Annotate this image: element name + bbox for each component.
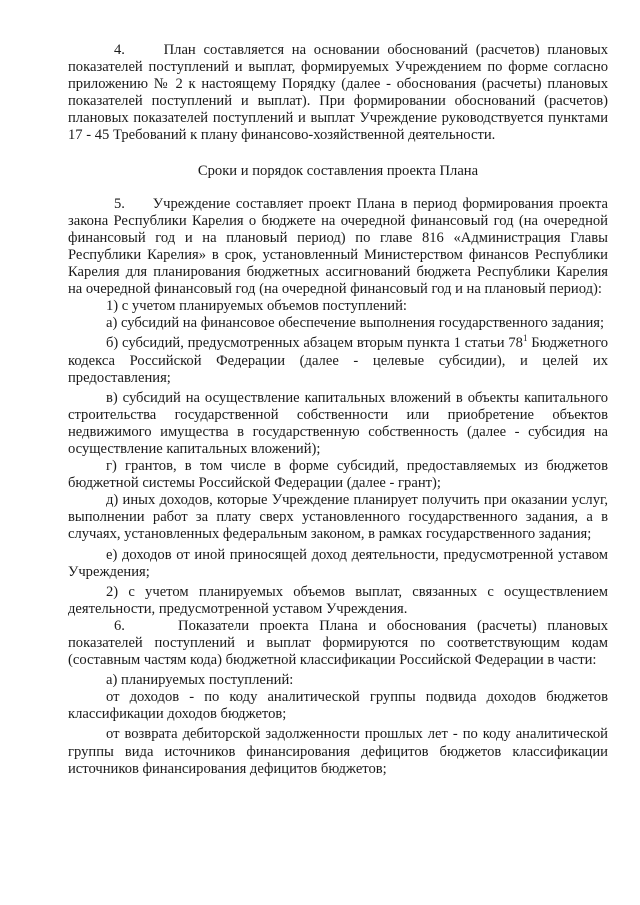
paragraph-6: 6. Показатели проекта Плана и обоснования (расчеты) плановых показателей поступлений и выплат формируются по соответствующим кодам (составным частям кода) бюджетной классификации Российской Федерации в части: — [68, 617, 608, 669]
paragraph-5-item-b — [68, 335, 608, 386]
item-b-superscript: 1 — [522, 333, 528, 344]
paragraph-6-item-a: а) планируемых поступлений: — [106, 672, 294, 689]
paragraph-6-item-a-income: от доходов - по коду аналитической группы подвида доходов бюджетов классификации доходов бюджетов; — [68, 689, 608, 723]
paragraph-4: 4. План составляется на основании обоснований (расчетов) плановых показателей поступлений и выплат, формируемых Учреждением по форме согласно приложению № 2 к настоящему Порядку (далее - обоснования (расчеты) плановых показателей поступлений и выплат). При формировании обоснований (расчетов) плановых показателей поступлений и выплат Учреждение руководствуется пунктами 17 - 45 Требований к плану финансово-хозяйственной деятельности. — [68, 42, 608, 144]
item-b-text-after: Бюджетного кодекса Российской Федерации (далее - целевые субсидии), и целей их предоставления; — [68, 335, 608, 386]
paragraph-5-item-2: 2) с учетом планируемых объемов выплат, связанных с осуществлением деятельности, предусмотренной уставом Учреждения. — [68, 583, 608, 617]
paragraph-5-item-e: е) доходов от иной приносящей доход деятельности, предусмотренной уставом Учреждения; — [68, 546, 608, 580]
paragraph-6-item-a-receivables: от возврата дебиторской задолженности прошлых лет - по коду аналитической группы вида источников финансирования дефицитов бюджетов классификации источников финансирования дефицитов бюджетов; — [68, 726, 608, 777]
section-heading: Сроки и порядок составления проекта Плана — [197, 162, 479, 179]
paragraph-5-item-1: 1) с учетом планируемых объемов поступлений: — [106, 298, 407, 315]
document-body — [68, 42, 608, 778]
paragraph-5: 5. Учреждение составляет проект Плана в период формирования проекта закона Республики Карелия о бюджете на очередной финансовый год (на очередной финансовый год и на плановый период) по главе 816 «Администрация Главы Республики Карелия» в срок, установленный Министерством финансов Республики Карелия для планирования бюджетных ассигнований бюджета Республики Карелия на очередной финансовый год (на очередной финансовый год и на плановый период): — [68, 195, 608, 298]
paragraph-5-item-v: в) субсидий на осуществление капитальных вложений в объекты капитального строительства государственной собственности или приобретение объектов недвижимого имущества в государственную собственность (далее - субсидия на осуществление капитальных вложений); — [68, 389, 608, 457]
item-b-text-before: б) субсидий, предусмотренных абзацем вторым пункта 1 статьи 78 — [106, 335, 523, 352]
paragraph-5-item-d: д) иных доходов, которые Учреждение планирует получить при оказании услуг, выполнении работ за плату сверх установленного государственного задания, а в случаях, установленных федеральным законом, в рамках государственного задания; — [68, 492, 608, 543]
paragraph-5-item-a: а) субсидий на финансовое обеспечение выполнения государственного задания; — [106, 315, 605, 332]
paragraph-5-item-g: г) грантов, в том числе в форме субсидий, предоставляемых из бюджетов бюджетной системы Российской Федерации (далее - грант); — [68, 458, 608, 492]
